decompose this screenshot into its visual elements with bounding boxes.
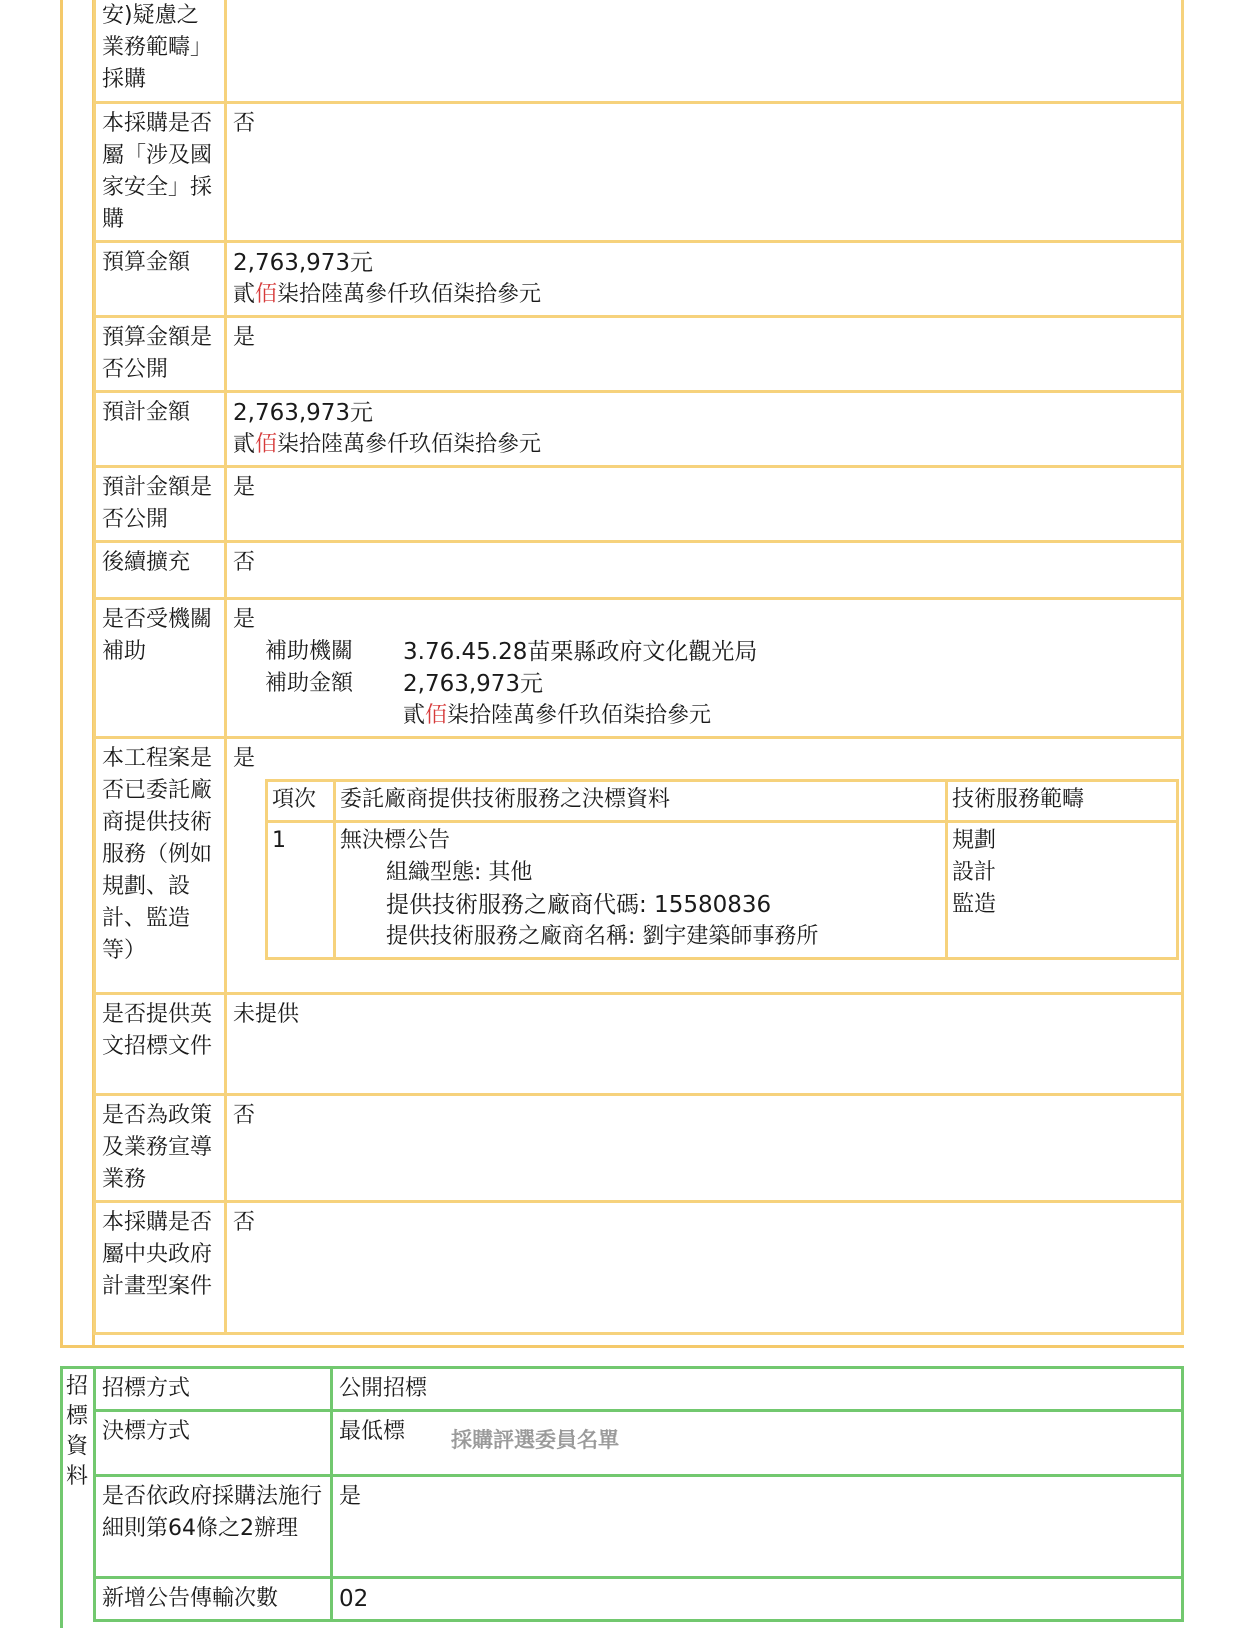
table-row	[267, 821, 1178, 958]
technical-service-flag: 是	[233, 745, 256, 771]
table-row	[95, 391, 1183, 466]
section-left-border	[60, 1366, 63, 1628]
budget-amount-words: 貳佰柒拾陸萬參仟玖佰柒拾參元	[233, 281, 542, 307]
subsidy-agency-label: 補助機關	[265, 638, 354, 664]
row-label-subsidy: 是否受機關補助	[95, 598, 226, 737]
row-value-technical-service	[226, 737, 1183, 993]
table-row	[95, 541, 1183, 598]
row-value-tender-method: 公開招標	[332, 1368, 1183, 1411]
row-value-follow-up-expansion: 否	[226, 541, 1183, 598]
row-label-budget-public: 預算金額是否公開	[95, 316, 226, 391]
estimated-amount-words: 貳佰柒拾陸萬參仟玖佰柒拾參元	[233, 431, 542, 457]
table-row	[95, 241, 1183, 316]
vendor-code: 提供技術服務之廠商代碼: 15580836	[386, 891, 772, 918]
row-value-central-gov-plan: 否	[226, 1201, 1183, 1333]
row-label-award-method: 決標方式	[95, 1411, 332, 1476]
row-label-policy-promotion: 是否為政策及業務宣導業務	[95, 1094, 226, 1201]
row-label-follow-up-expansion: 後續擴充	[95, 541, 226, 598]
row-value-transmission-count: 02	[332, 1578, 1183, 1621]
col-header-service-scope: 技術服務範疇	[947, 780, 1178, 821]
award-notice-status: 無決標公告	[340, 827, 451, 853]
table-row	[95, 1476, 1183, 1578]
row-label-tender-method: 招標方式	[95, 1368, 332, 1411]
row-label-estimated-amount: 預計金額	[95, 391, 226, 466]
section-bottom-border	[60, 1345, 1184, 1348]
table-row	[95, 1201, 1183, 1333]
subsidy-amount-label: 補助金額	[265, 670, 354, 696]
vendor-org-type: 組織型態: 其他	[386, 859, 533, 885]
table-header-row	[267, 780, 1178, 821]
row-value-award-method	[332, 1411, 1183, 1476]
row-label-central-gov-plan: 本採購是否屬中央政府計畫型案件	[95, 1201, 226, 1333]
row-label-article-64-2: 是否依政府採購法施行細則第64條之2辦理	[95, 1476, 332, 1578]
row-label-english-docs: 是否提供英文招標文件	[95, 993, 226, 1094]
table-row	[95, 1368, 1183, 1411]
row-value-subsidy	[226, 598, 1183, 737]
row-label-technical-service: 本工程案是否已委託廠商提供技術服務（例如規劃、設計、監造等）	[95, 737, 226, 993]
row-value-national-security: 否	[226, 102, 1183, 241]
col-header-index: 項次	[267, 780, 335, 821]
col-header-award-info: 委託廠商提供技術服務之決標資料	[335, 780, 947, 821]
technical-service-table	[265, 779, 1179, 960]
table-row	[95, 1578, 1183, 1621]
row-label-estimated-public: 預計金額是否公開	[95, 466, 226, 541]
tender-section-label: 招標資料	[65, 1374, 88, 1489]
procurement-info-section	[60, 0, 1184, 1348]
table-row	[95, 737, 1183, 993]
table-row	[95, 993, 1183, 1094]
row-value-policy-promotion: 否	[226, 1094, 1183, 1201]
scope-item: 監造	[952, 891, 997, 917]
subsidy-details	[265, 636, 1177, 732]
scope-item: 規劃	[952, 827, 997, 853]
row-value-article-64-2: 是	[332, 1476, 1183, 1578]
row-value-english-docs: 未提供	[226, 993, 1183, 1094]
section-top-border	[60, 1366, 95, 1369]
estimated-amount-figure: 2,763,973元	[233, 399, 374, 426]
table-row	[95, 316, 1183, 391]
table-row	[95, 1411, 1183, 1476]
table-row	[95, 1094, 1183, 1201]
vendor-name: 提供技術服務之廠商名稱: 劉宇建築師事務所	[386, 923, 819, 949]
subsidy-amount-words: 貳佰柒拾陸萬參仟玖佰柒拾參元	[403, 702, 712, 728]
subsidy-amount-value: 2,763,973元	[403, 670, 544, 697]
section-left-border	[60, 0, 63, 1348]
budget-amount-figure: 2,763,973元	[233, 249, 374, 276]
procurement-info-table	[93, 0, 1184, 1335]
subsidy-agency-value: 3.76.45.28苗栗縣政府文化觀光局	[403, 638, 758, 665]
cell-award-info	[335, 821, 947, 958]
evaluation-committee-link[interactable]: 採購評選委員名單	[451, 1428, 620, 1452]
row-value-budget-amount	[226, 241, 1183, 316]
tender-info-table	[93, 1366, 1184, 1622]
tender-info-section	[60, 1366, 1184, 1628]
row-label-transmission-count: 新增公告傳輸次數	[95, 1578, 332, 1621]
table-row	[95, 598, 1183, 737]
row-value-business-scope	[226, 0, 1183, 102]
row-label-business-scope: 安)疑慮之業務範疇」採購	[95, 0, 226, 102]
cell-service-scope	[947, 821, 1178, 958]
cell-index: 1	[267, 821, 335, 958]
row-value-estimated-amount	[226, 391, 1183, 466]
award-method-value: 最低標	[339, 1419, 406, 1444]
table-row	[95, 102, 1183, 241]
row-value-budget-public: 是	[226, 316, 1183, 391]
subsidy-flag: 是	[233, 606, 256, 632]
row-label-budget-amount: 預算金額	[95, 241, 226, 316]
row-value-estimated-public: 是	[226, 466, 1183, 541]
table-row	[95, 0, 1183, 102]
scope-item: 設計	[952, 859, 997, 885]
row-label-national-security: 本採購是否屬「涉及國家安全」採購	[95, 102, 226, 241]
table-row	[95, 466, 1183, 541]
